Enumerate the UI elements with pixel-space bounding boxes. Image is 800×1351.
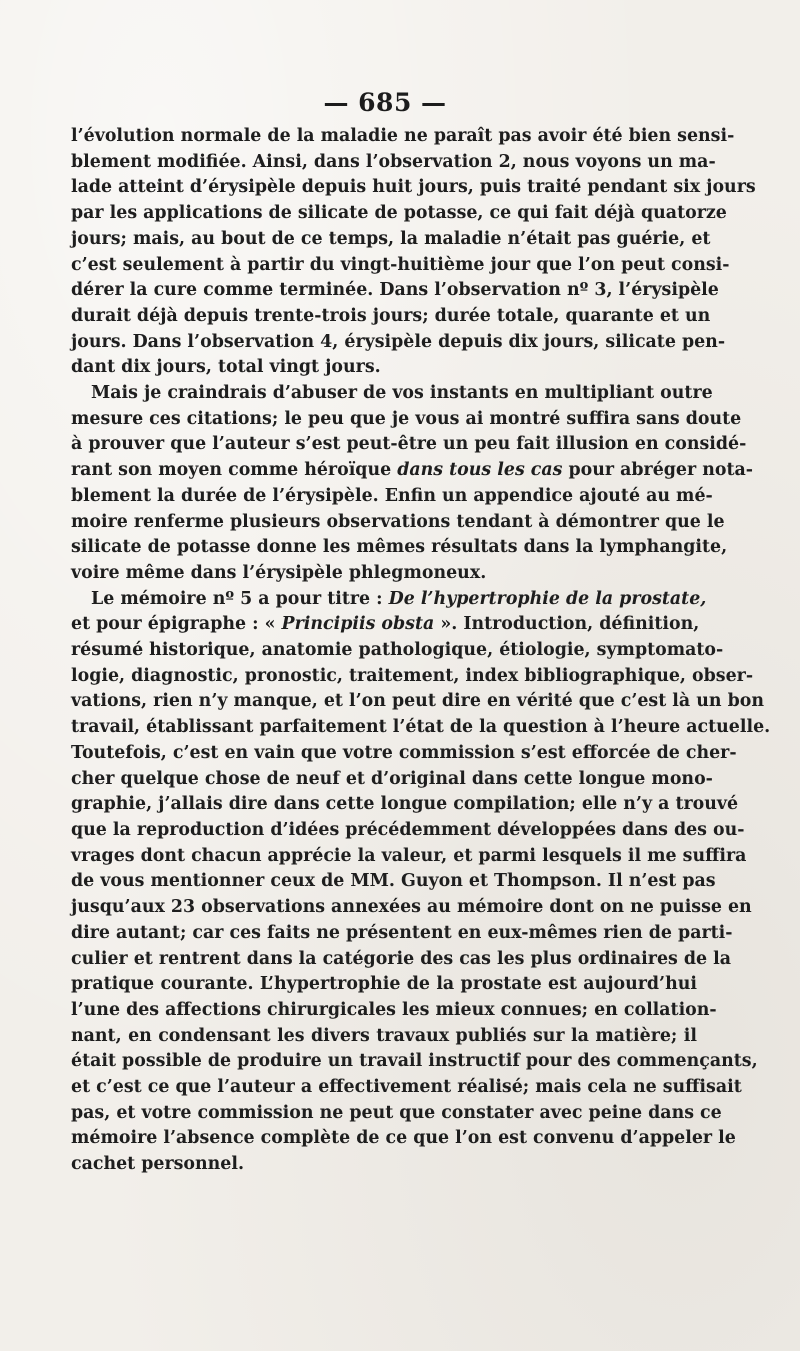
text-line: lade atteint d’érysipèle depuis huit jours, puis traité pendant six jours: [71, 177, 756, 198]
text-line-mixed: [71, 587, 707, 613]
page-body: [71, 124, 771, 1178]
text-line: dire autant; car ces faits ne présentent en eux-mêmes rien de parti-: [71, 922, 733, 943]
page-number: — 685 —: [323, 88, 447, 117]
text-run: pour abréger nota-: [562, 460, 753, 481]
paragraph-1: [71, 124, 756, 381]
text-line: mémoire l’absence complète de ce que l’on est convenu d’appeler le: [71, 1128, 736, 1149]
text-line: dérer la cure comme terminée. Dans l’observation nº 3, l’érysipèle: [71, 280, 719, 301]
text-line: par les applications de silicate de potasse, ce qui fait déjà quatorze: [71, 203, 727, 224]
text-line: et c’est ce que l’auteur a effectivement réalisé; mais cela ne suffisait: [71, 1077, 742, 1098]
text-line: l’une des affections chirurgicales les mieux connues; en collation-: [71, 999, 717, 1020]
text-line: vrages dont chacun apprécie la valeur, et parmi lesquels il me suffira: [71, 845, 747, 866]
text-line: nant, en condensant les divers travaux publiés sur la matière; il: [71, 1025, 697, 1046]
text-run: ». Introduction, définition,: [434, 614, 700, 635]
text-line: Toutefois, c’est en vain que votre commission s’est efforcée de cher-: [71, 742, 737, 763]
text-line: jours. Dans l’observation 4, érysipèle depuis dix jours, silicate pen-: [71, 331, 726, 352]
text-line-mixed: [71, 458, 753, 484]
text-line: cachet personnel.: [71, 1154, 245, 1175]
text-run: et pour épigraphe : «: [71, 614, 282, 635]
text-line: culier et rentrent dans la catégorie des cas les plus ordinaires de la: [71, 948, 732, 969]
text-line: jusqu’aux 23 observations annexées au mémoire dont on ne puisse en: [71, 897, 752, 918]
text-line: silicate de potasse donne les mêmes résultats dans la lymphangite,: [71, 537, 728, 558]
text-run: rant son moyen comme héroïque: [71, 460, 398, 481]
text-line: était possible de produire un travail instructif pour des commençants,: [71, 1051, 758, 1072]
text-line: jours; mais, au bout de ce temps, la maladie n’était pas guérie, et: [71, 228, 711, 249]
paragraph-3: [71, 587, 771, 1178]
text-line: blement la durée de l’érysipèle. Enfin un appendice ajouté au mé-: [71, 485, 713, 506]
text-line: de vous mentionner ceux de MM. Guyon et Thompson. Il n’est pas: [71, 871, 716, 892]
text-line: blement modifiée. Ainsi, dans l’observation 2, nous voyons un ma-: [71, 151, 716, 172]
text-line: à prouver que l’auteur s’est peut-être un peu fait illusion en considé-: [71, 434, 747, 455]
text-run: Le mémoire nº 5 a pour titre :: [91, 588, 389, 609]
text-line-mixed: [71, 612, 700, 638]
text-line: c’est seulement à partir du vingt-huitième jour que l’on peut consi-: [71, 254, 730, 275]
text-line: pratique courante. L’hypertrophie de la prostate est aujourd’hui: [71, 974, 697, 995]
text-line: dant dix jours, total vingt jours.: [71, 357, 381, 378]
italic-phrase: dans tous les cas: [397, 460, 563, 481]
text-line: cher quelque chose de neuf et d’original dans cette longue mono-: [71, 768, 713, 789]
text-line: moire renferme plusieurs observations tendant à démontrer que le: [71, 511, 725, 532]
text-line: graphie, j’allais dire dans cette longue compilation; elle n’y a trouvé: [71, 794, 739, 815]
text-line: logie, diagnostic, pronostic, traitement, index bibliographique, obser-: [71, 665, 754, 686]
text-line: pas, et votre commission ne peut que constater avec peine dans ce: [71, 1102, 722, 1123]
paragraph-2: [71, 381, 753, 587]
italic-epigraph: Principiis obsta: [281, 614, 435, 635]
text-line: mesure ces citations; le peu que je vous ai montré suffira sans doute: [71, 408, 742, 429]
text-line: résumé historique, anatomie pathologique, étiologie, symptomato-: [71, 640, 724, 661]
text-line: durait déjà depuis trente-trois jours; durée totale, quarante et un: [71, 305, 711, 326]
text-line: Mais je craindrais d’abuser de vos instants en multipliant outre: [91, 383, 713, 404]
italic-title: De l’hypertrophie de la prostate,: [388, 588, 707, 609]
text-line: que la reproduction d’idées précédemment développées dans des ou-: [71, 819, 745, 840]
text-line: voire même dans l’érysipèle phlegmoneux.: [71, 562, 487, 583]
text-line: vations, rien n’y manque, et l’on peut dire en vérité que c’est là un bon: [71, 691, 764, 712]
text-line: travail, établissant parfaitement l’état de la question à l’heure actuelle.: [71, 717, 771, 738]
text-line: l’évolution normale de la maladie ne paraît pas avoir été bien sensi-: [71, 126, 735, 146]
